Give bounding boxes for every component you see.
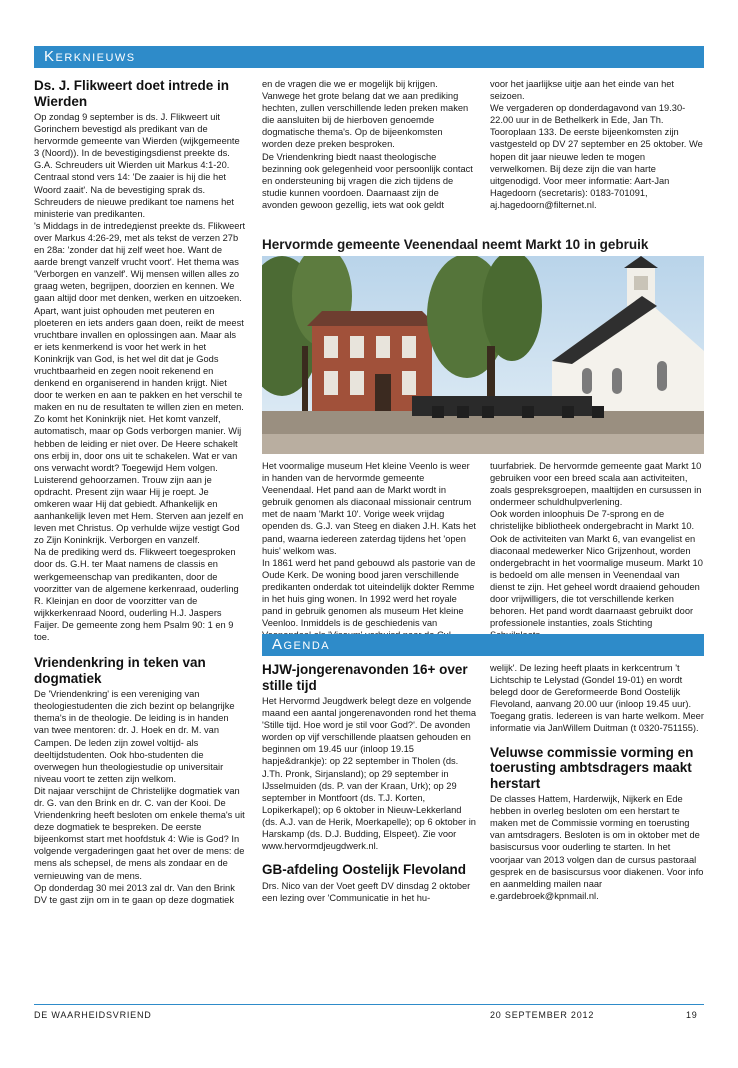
- article-title-gb-flevoland: GB-afdeling Oostelijk Flevoland: [262, 862, 467, 878]
- section-header-kerknieuws: [34, 46, 704, 68]
- page-number: 19: [686, 1010, 698, 1020]
- article-body-flikweert: Op zondag 9 september is ds. J. Flikweert uit Gorinchem bevestigd als predikant van de hervormde gemeente van Wierden (wijkgemeente 3 (Noord)). In de bevestigingsdienst preekte ds. G.A. Schreuders uit Wierden uit Markus 4:1-20. Centraal stond vers 14: 'De zaaier is hij die het Woord zaait'. Na de bevestiging sprak ds. Schreuders de nieuwe predikant toe namens het ministerie van predikanten. 's Middags in de intredедienst preekte ds. Flikweert over Markus 4:26-29, met als tekst de verzen 27b en 28a: 'zonder dat hij zelf weet hoe. Want de aarde brengt vanzelf vrucht voort'. Het thema was 'Verborgen en vanzelf'. Wij mensen willen alles zo graag weten, begrijpen, doorzien en kennen. We gaan altijd door met denken, werken en uitzoeken. Apart, want juist ophouden met peuteren en ploeteren en iets anders gaan doen, reikt de meest vruchtbare invallen en oplossingen aan. Maar als er iets kenmerkend is voor het werk in het Koninkrijk van God, is het wel dit dat je Gods vruchtbaarheid en zegen nooit rekenend en denkend en organiserend in handen krijgt. Niet door te werken en aan te pakken en het verschil te maken en nu de resultaten te willen zien en meten. Zo komt het Koninkrijk niet. Het komt vanzelf, automatisch, maar op Gods verborgen manier. Wij hebben de leiding er niet over. De Heere schakelt ons erbij in, door ons uit te schakelen. Wat er van ons verwacht wordt? Toegewijd Hem volgen. Luisterend gehoorzamen. Trouw zijn aan je opdracht. Present zijn waar Hij je roept. Je omkeren waar Hij dat gebiedt. Afhankelijk en aanhankelijk leven met Hem. Sterven aan jezelf en leven met Christus. Op verhulde wijze vestigt God zo Zijn Koninkrijk. Verborgen en vanzelf. Na de prediking werd ds. Flikweert toegesproken door ds. G.H. ter Maat namens de classis en werkgemeenschap van predikanten, door de voorzitter van de algemene kerkenraad, ouderling R. Kleinjan en door de voorzitter van de wijkkerkenraad Noord, ouderling H.J. Jaspers Faijer. De gemeente zong hem Psalm 90: 1 en 9 toe.: [34, 112, 246, 643]
- article-body-vriendenkring-1: De 'Vriendenkring' is een vereniging van theologiestudenten die zich bezint op belangrijke thema's in de theologie. De leiding is in handen van twee mentoren: dr. J. Hoek en dr. M. van Campen. De leden zijn zowel voltijd- als deeltijdstudenten. Ook hbo-studenten die overwegen hun theologiestudie op universitair niveau voort te zetten zijn welkom. Dit najaar verschijnt de Christelijke dogmatiek van dr. G. van den Brink en dr. C. van der Kooi. De Vriendenkring heeft besloten om enkele thema's uit deze dogmatiek te bespreken. De eerste bijeenkomst start met hoofdstuk 4: Wie is God? In volgende vergaderingen gaat het over de mens: de mens als schepsel, de mens als zondaar en de vernieuwing van de mens. Op donderdag 30 mei 2013 zal dr. Van den Brink DV te gast zijn om in te gaan op deze dogmatiek: [34, 689, 245, 905]
- article-body-gb-flevoland-2: welijk'. De lezing heeft plaats in kerkcentrum 't Lichtschip te Lelystad (Gondel 19-01) en wordt belegd door de Gereformeerde Bond Oostelijk Flevoland, aanvang 20.00 uur (inloop 19.45 uur). Toegang gratis. Iedereen is van harte welkom. Meer informatie via JanWillem Duitman (t 0320-751155).: [490, 663, 704, 734]
- article-title-vriendenkring: Vriendenkring in teken van dogmatiek: [34, 655, 206, 686]
- article-body-hjw: Het Hervormd Jeugdwerk belegt deze en volgende maand een aantal jongerenavonden rond het thema 'Stille tijd. Hoe word je stil voor God?'. De avonden worden op vijf verschillende plaatsen gehouden en beginnen om 19.45 uur (inloop 19.15 hapje&drankje): op 22 september in Tholen (ds. J.Th. Pronk, Sirjansland); op 29 september in IJsselmuiden (ds. P. van der Kraan, Urk); op 29 september in Montfoort (ds. T.J. Korten, Lopikerkapel); op 6 oktober in Nieuw-Lekkerland (ds. A.J. van de Herik, Moerkapelle); op 6 oktober in Harskamp (ds. D.J. Budding, Elspeet). Zie voor www.hervormdjeugdwerk.nl.: [262, 696, 476, 852]
- church-illustration: [262, 256, 704, 454]
- column-middle-veenendaal: [262, 460, 476, 641]
- church-photo: [262, 256, 704, 454]
- article-title-flikweert: Ds. J. Flikweert doet intrede in Wierden: [34, 78, 230, 109]
- footer-date: 20 SEPTEMBER 2012: [490, 1010, 595, 1020]
- section-label: Agenda: [272, 636, 331, 653]
- column-right-veenendaal: [490, 460, 704, 641]
- article-body-veenendaal-1: Het voormalige museum Het kleine Veenlo is weer in handen van de hervormde gemeente Veenendaal. Het pand aan de Markt wordt in gebruik genomen als diaconaal missionair centrum met de naam 'Markt 10'. Vorige week vrijdag openden ds. G.J. van Steeg en diaken J.H. Kats het pand, waarna iedereen zaterdag tijdens het 'open huis' welkom was. In 1861 werd het pand gebouwd als pastorie van de Oude Kerk. De woning bood jaren verschillende predikanten onderdak tot uiteindelijk dokter Remme in het huis ging wonen. In 1992 werd het royale pand in gebruik genomen als museum Het kleine Veenloo. Inmiddels is de geschiedenis van: [262, 461, 476, 629]
- article-body-veenendaal-2: tuurfabriek. De hervormde gemeente gaat Markt 10 gebruiken voor een breed scala aan activiteiten, zoals gespreksgroepen, maaltijden en cursussen in ondermeer schuldhulpverlening. Ook worden inloophuis De 7-sprong en de christelijke bibliotheek ondergebracht in Markt 10. Ook de activiteiten van Markt 6, van evangelist en diaconaal medewerker Nico Grijzenhout, worden ondergebracht in het voormalige museum. Markt 10 is bedoeld om alle mensen in Veenendaal van dienst te zijn. Het geheel wordt draaiend gehouden door vrijwilligers, die tot verschillende kerken behoren. Het pand wordt daarnaast gebruikt door professionele instanties, zoals Stichting: [490, 461, 703, 629]
- footer-divider: [34, 1004, 704, 1005]
- article-body-vriendenkring-2: en de vragen die we er mogelijk bij krijgen. Vanwege het grote belang dat we aan prediking hechten, zullen verschillende leden preken maken die aansluiten bij de hierboven genoemde dogmatische thema's. Op de bijeenkomsten worden deze preken besproken. De Vriendenkring biedt naast theologische bezinning ook gelegenheid voor persoonlijk contact en ondersteuning bij vragen die zich tijdens de studie kunnen voordoen. Daarnaast zijn de avonden gewoon gezellig, iets wat ook geldt: [262, 79, 473, 210]
- article-body-vriendenkring-3: voor het jaarlijkse uitje aan het einde van het seizoen. We vergaderen op donderdagavond van 19.30-22.00 uur in de Bethelkerk in Ede, Jan Th. Tooroplaan 133. De eerste bijeenkomsten zijn vastgesteld op DV 27 september en 25 oktober. We hopen dit jaar nieuwe leden te mogen verwelkomen. Bij deze zijn die van harte uitgenodigd. Voor meer informatie: Aart-Jan Hagedoorn (secretaris): 0183-701091, aj.hagedoorn@filternet.nl.: [490, 79, 703, 210]
- column-left: [34, 78, 246, 906]
- column-middle-top: [262, 78, 474, 211]
- article-title-veenendaal: Hervormde gemeente Veenendaal neemt Markt 10 in gebruik: [262, 237, 649, 252]
- section-header-agenda: [262, 634, 704, 656]
- article-title-hjw: HJW-jongerenavonden 16+ over stille tijd: [262, 662, 468, 693]
- column-right-top: [490, 78, 704, 211]
- article-title-veluwse-commissie: Veluwse commissie vorming en toerusting ambtsdragers maakt herstart: [490, 744, 694, 791]
- article-body-gb-flevoland-1: Drs. Nico van der Voet geeft DV dinsdag 2 oktober een lezing over 'Communicatie in het hu-: [262, 880, 471, 903]
- section-label: Kerknieuws: [44, 48, 136, 65]
- article-body-veluwse-commissie: De classes Hattem, Harderwijk, Nijkerk en Ede hebben in overleg besloten om een herstart te maken met de Commissie vorming en toerusting van amtsdragers. Besloten is om in oktober met de basiscursus voor ouderling te starten. In het voorjaar van 2013 volgen dan de cursus pastoraal gesprek en de basiscursus voor diakenen. Voor info en aanmelding mailen naar e.gardebroek@kpnmail.nl.: [490, 794, 704, 901]
- footer-publication: DE WAARHEIDSVRIEND: [34, 1010, 152, 1020]
- column-middle-agenda: [262, 662, 476, 904]
- column-right-agenda: [490, 662, 704, 902]
